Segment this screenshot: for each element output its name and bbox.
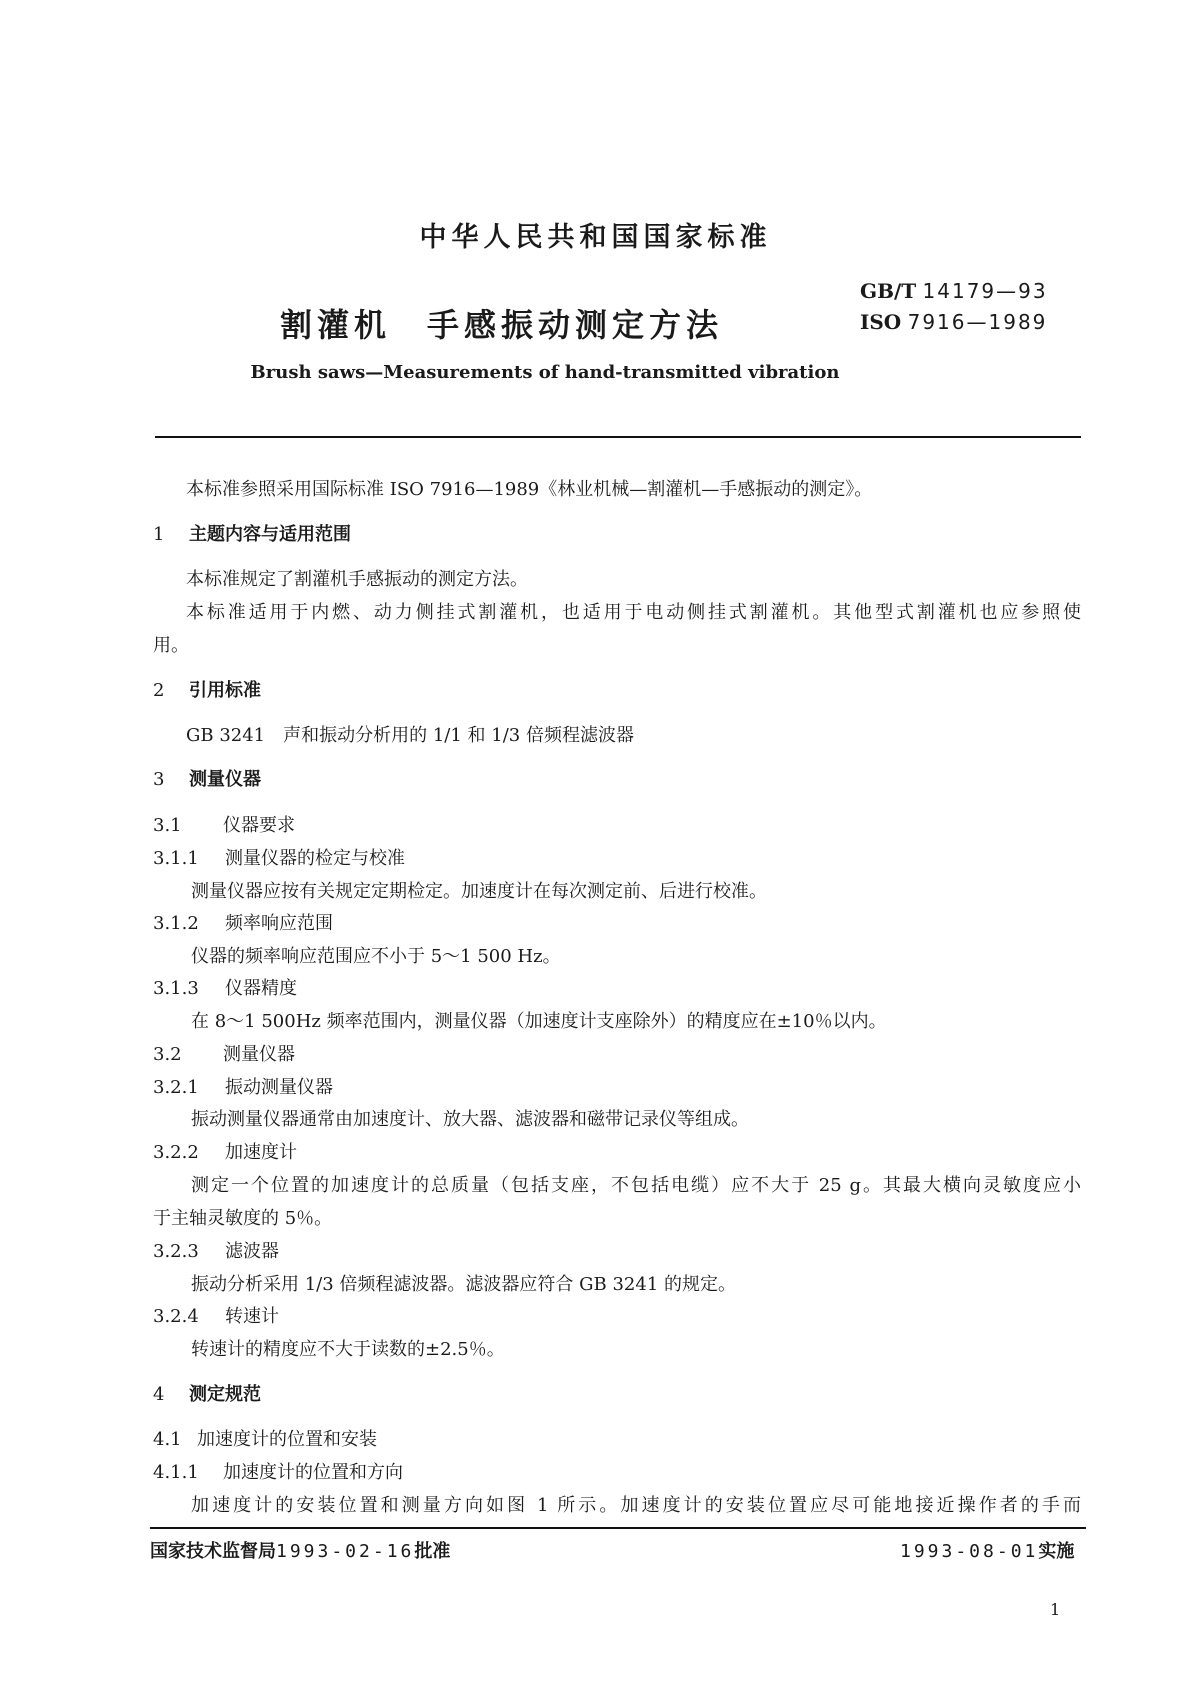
title-part-2: 手感振动测定方法 [427,306,724,344]
iso-number: 7916—1989 [907,310,1048,334]
section-4-heading: 4 测定规范 [153,1384,261,1405]
approve-suffix: 批准 [414,1541,451,1562]
section-3-2-2-paragraph: 测定一个位置的加速度计的总质量（包括支座，不包括电缆）应不大于 25 g。其最大横向灵敏度应小 [191,1175,1081,1196]
english-title: Brush saws—Measurements of hand-transmitted vibration [250,362,840,383]
section-3-2-2-paragraph-cont: 于主轴灵敏度的 5％。 [153,1208,333,1229]
implementation-suffix: 实施 [1038,1541,1075,1562]
section-3-1-2-paragraph: 仪器的频率响应范围应不小于 5～1 500 Hz。 [191,946,561,967]
national-standard-heading: 中华人民共和国国家标准 [419,222,772,253]
section-4-1-heading: 4.1 加速度计的位置和安装 [153,1429,377,1450]
section-3-2-3-heading: 3.2.3 滤波器 [153,1241,279,1262]
section-2-reference: GB 3241 声和振动分析用的 1/1 和 1/3 倍频程滤波器 [186,725,634,746]
section-3-2-1-paragraph: 振动测量仪器通常由加速度计、放大器、滤波器和磁带记录仪等组成。 [191,1109,749,1130]
approval-line [150,1537,450,1563]
gb-number: 14179—93 [922,279,1048,303]
implementation-line [900,1537,1074,1563]
section-1-paragraph-2-cont: 用。 [153,635,189,656]
gb-prefix: GB/T [860,279,917,303]
section-1-paragraph-1: 本标准规定了割灌机手感振动的测定方法。 [186,569,528,590]
section-3-1-1-paragraph: 测量仪器应按有关规定定期检定。加速度计在每次测定前、后进行校准。 [191,881,767,902]
section-3-1-heading: 3.1 仪器要求 [153,815,295,836]
standard-numbers [860,276,1048,338]
section-3-2-1-heading: 3.2.1 振动测量仪器 [153,1077,333,1098]
intro-paragraph: 本标准参照采用国际标准 ISO 7916—1989《林业机械—割灌机—手感振动的测定》。 [186,479,873,500]
section-3-2-4-heading: 3.2.4 转速计 [153,1306,279,1327]
approve-date: 1993-02-16 [276,1541,415,1562]
section-2-heading: 2 引用标准 [153,680,261,701]
iso-prefix: ISO [860,310,902,334]
section-1-paragraph-2: 本标准适用于内燃、动力侧挂式割灌机，也适用于电动侧挂式割灌机。其他型式割灌机也应参照使 [186,602,1081,623]
section-4-1-1-heading: 4.1.1 加速度计的位置和方向 [153,1462,403,1483]
section-3-2-3-paragraph: 振动分析采用 1/3 倍频程滤波器。滤波器应符合 GB 3241 的规定。 [191,1274,736,1295]
section-3-1-3-paragraph: 在 8～1 500Hz 频率范围内，测量仪器（加速度计支座除外）的精度应在±10％以内。 [191,1011,887,1032]
document-title [280,300,723,346]
section-3-2-heading: 3.2 测量仪器 [153,1044,295,1065]
header-divider [155,436,1081,438]
section-3-1-1-heading: 3.1.1 测量仪器的检定与校准 [153,848,405,869]
section-3-2-2-heading: 3.2.2 加速度计 [153,1142,297,1163]
section-3-heading: 3 测量仪器 [153,769,261,790]
page-number: 1 [1050,1600,1061,1619]
approver: 国家技术监督局 [150,1541,276,1562]
section-3-1-3-heading: 3.1.3 仪器精度 [153,978,297,999]
section-3-2-4-paragraph: 转速计的精度应不大于读数的±2.5％。 [191,1339,505,1360]
implementation-date: 1993-08-01 [900,1541,1039,1562]
title-part-1: 割灌机 [280,306,392,344]
footer-divider [150,1527,1086,1529]
section-4-1-1-paragraph: 加速度计的安装位置和测量方向如图 1 所示。加速度计的安装位置应尽可能地接近操作者的手而 [191,1495,1081,1516]
section-1-heading: 1 主题内容与适用范围 [153,524,351,545]
section-3-1-2-heading: 3.1.2 频率响应范围 [153,913,333,934]
